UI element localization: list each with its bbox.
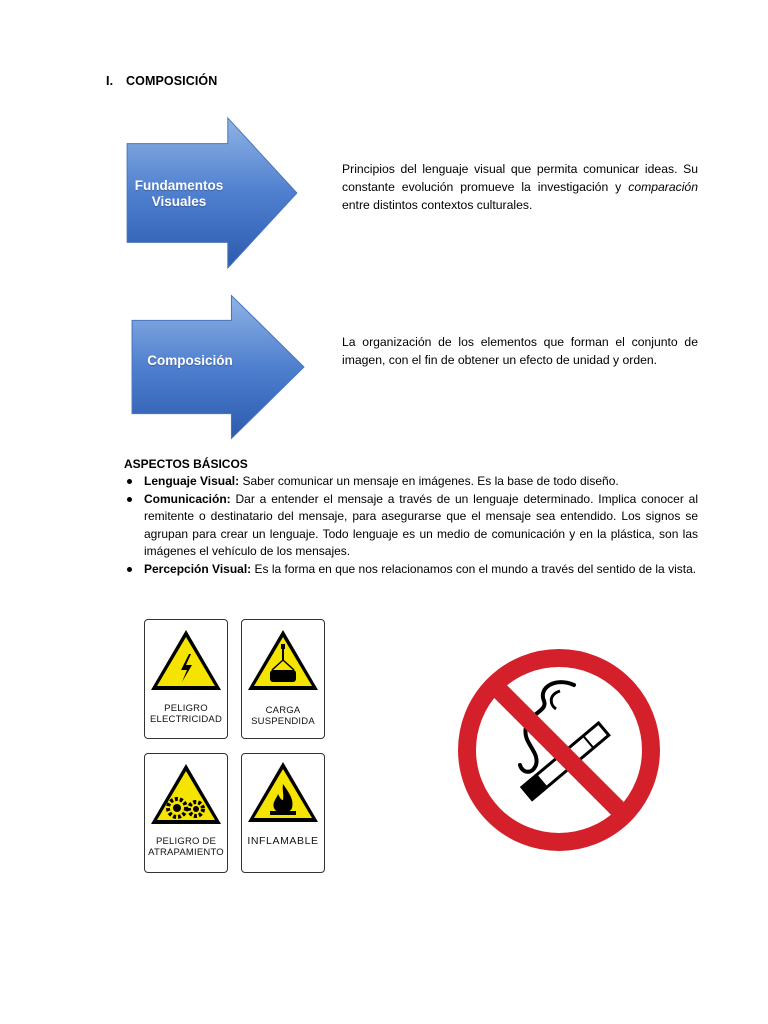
aspects-title: ASPECTOS BÁSICOS [124, 457, 248, 471]
sign-carga-suspendida [241, 619, 325, 739]
flame-icon [242, 754, 324, 834]
gears-icon [145, 754, 227, 834]
list-item [124, 561, 698, 579]
sign-inflamable [241, 753, 325, 873]
arrow-label-line1: Fundamentos [134, 178, 224, 193]
list-item-term: Comunicación: [144, 491, 231, 506]
section-heading [106, 74, 217, 88]
sign-caption-line2: SUSPENDIDA [251, 716, 315, 727]
arrow-description-1 [342, 160, 698, 214]
sign-caption-line1: PELIGRO [164, 703, 208, 714]
sign-caption-line1: INFLAMABLE [247, 835, 319, 847]
description-text-end: entre distintos contextos culturales. [342, 198, 533, 212]
heading-number: I. [106, 74, 114, 88]
arrow-label-line1: Composición [147, 353, 233, 368]
description-italic: comparación [628, 180, 698, 194]
list-item-text: Dar a entender el mensaje a través de un lenguaje determinado. Implica conocer al remitente o destinatario del mensaje, para asegurarse que el mensaje sea entendido. Los signos se agrupan para crear un lenguaje. Todo lenguaje es un medio de comunicación y en la plástica, son las imágenes el vehículo de los mensajes. [144, 491, 698, 558]
sign-caption-line2: ELECTRICIDAD [149, 714, 223, 725]
arrow-fundamentos [124, 116, 300, 272]
description-text: Principios del lenguaje visual que permita comunicar ideas. Su constante evolución promueve la investigación y [342, 162, 698, 194]
arrow-composicion [130, 290, 300, 432]
list-item-text: Saber comunicar un mensaje en imágenes. Es la base de todo diseño. [239, 474, 619, 488]
list-item-term: Percepción Visual: [144, 561, 252, 576]
arrow-label-line2: Visuales [151, 194, 207, 209]
sign-caption-line2: ATRAPAMIENTO [148, 847, 224, 858]
list-item-term: Lenguaje Visual: [144, 474, 240, 488]
sign-caption-line1: PELIGRO DE [155, 836, 217, 847]
sign-peligro-electricidad [144, 619, 228, 739]
list-item [124, 491, 698, 561]
description-text: La organización de los elementos que forman el conjunto de imagen, con el fin de obtener un efecto de unidad y orden. [342, 335, 698, 367]
arrow-description-2 [342, 333, 698, 369]
sign-peligro-atrapamiento [144, 753, 228, 873]
aspects-list [124, 473, 698, 578]
sign-caption-line1: CARGA [265, 705, 301, 716]
no-smoking-icon [456, 647, 662, 853]
heading-title: COMPOSICIÓN [126, 74, 218, 88]
list-item [124, 473, 698, 491]
suspended-load-icon [242, 620, 324, 700]
lightning-icon [145, 620, 227, 700]
list-item-text: Es la forma en que nos relacionamos con el mundo a través del sentido de la vista. [251, 561, 697, 576]
